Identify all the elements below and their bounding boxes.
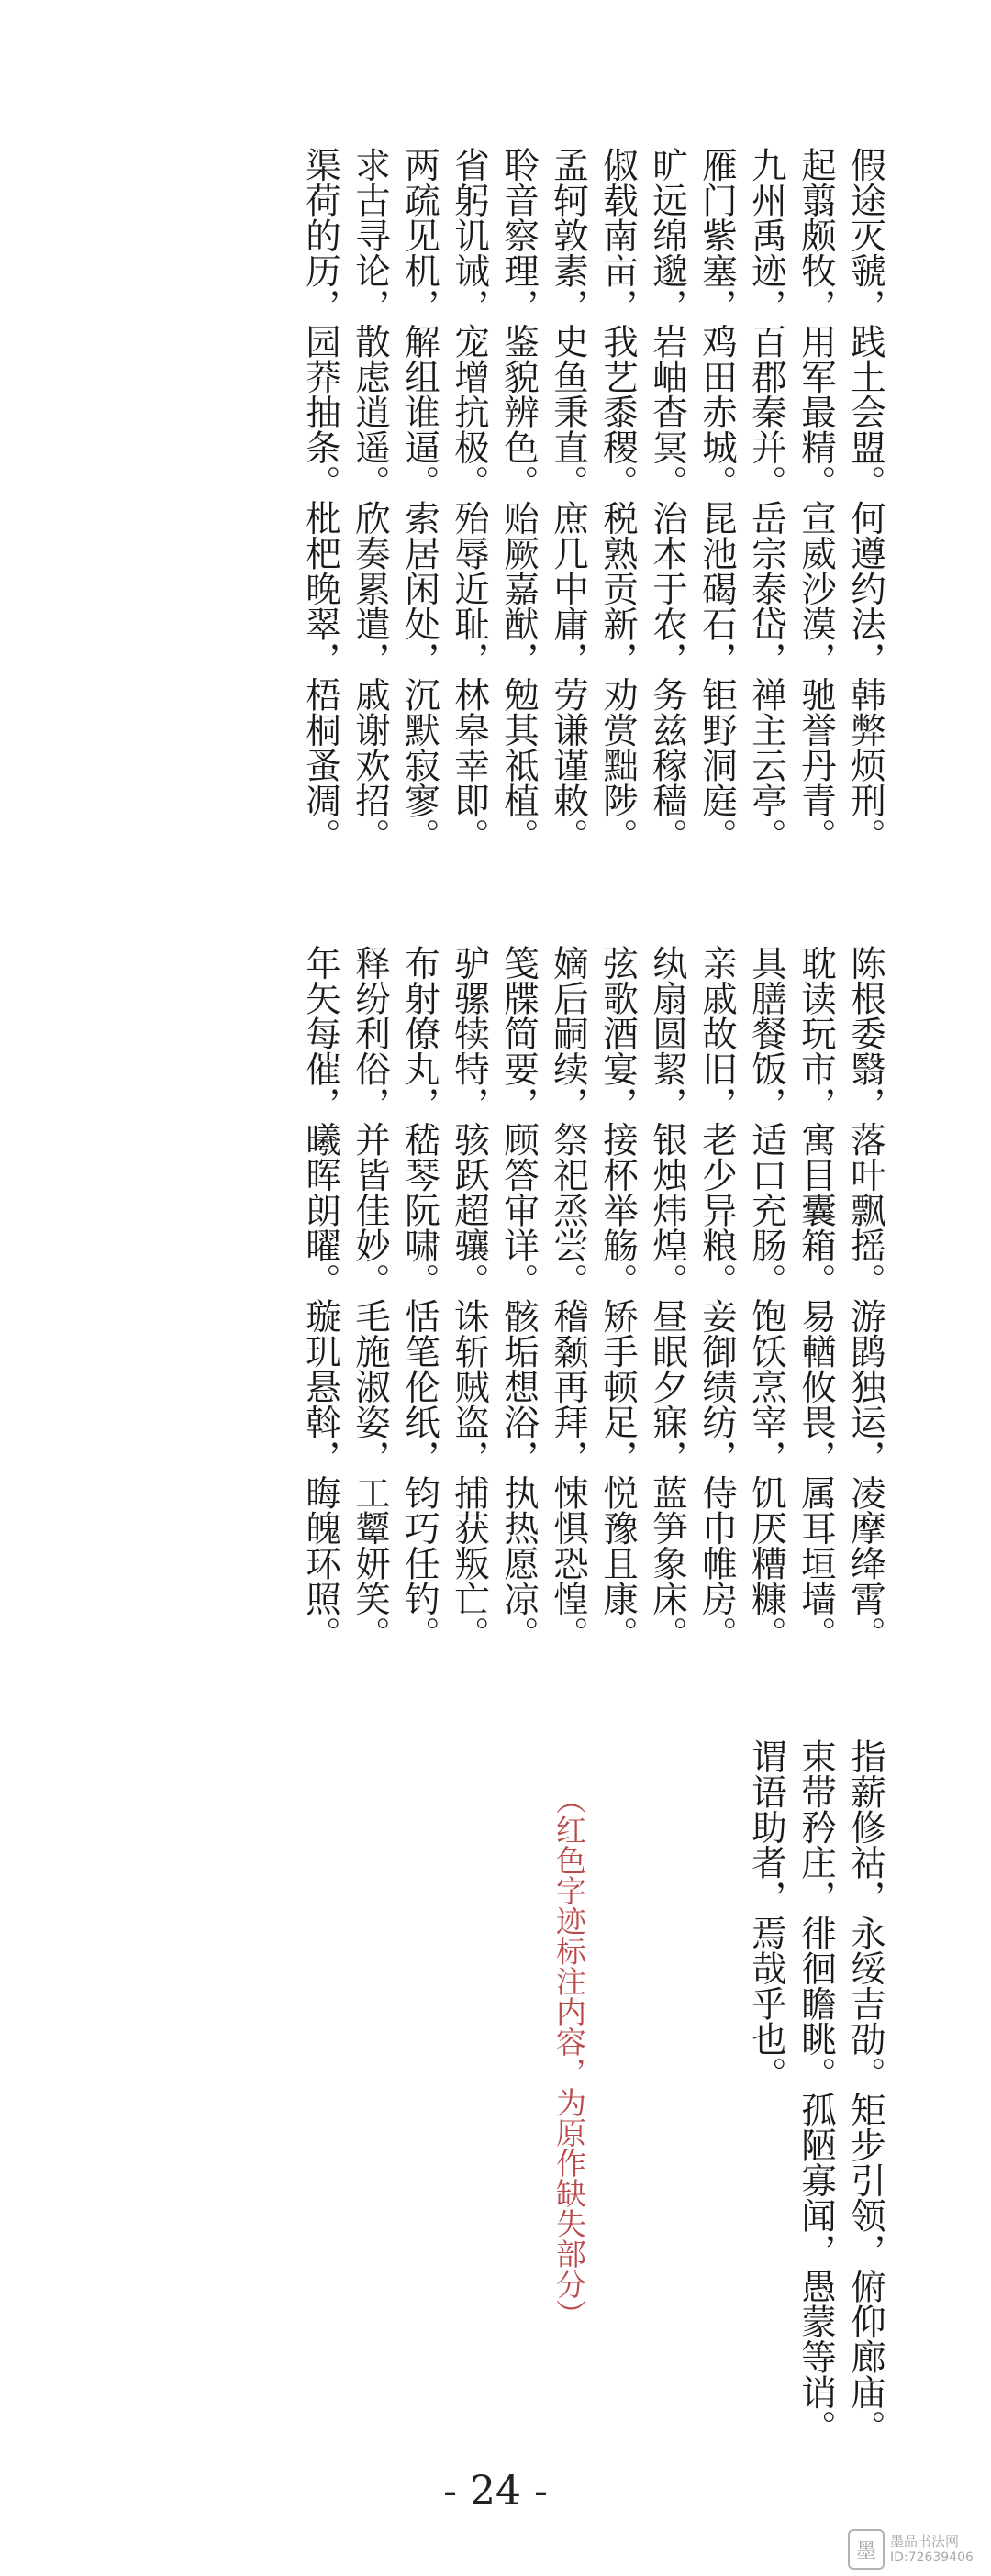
text-column: 束带矜庄，徘徊瞻眺。孤陋寡闻，愚蒙等诮。 xyxy=(796,1738,837,2445)
text-column: 省躬讥诫，宠增抗极。殆辱近耻，林皋幸即。 xyxy=(449,147,490,853)
text-column: 俶载南亩，我艺黍稷。税熟贡新，劝赏黜陟。 xyxy=(597,147,639,853)
text-column: 嫡后嗣续，祭祀烝尝。稽颡再拜，悚惧恐惶。 xyxy=(548,945,589,1651)
text-column: 谓语助者，焉哉乎也。 xyxy=(746,1738,787,2092)
text-column: 假途灭虢，践土会盟。何遵约法，韩弊烦刑。 xyxy=(845,147,886,853)
text-column: 旷远绵邈，岩岫杳冥。治本于农，务兹稼穑。 xyxy=(647,147,688,853)
text-block-1 xyxy=(295,147,890,853)
seal-logo-icon: 墨 xyxy=(848,2529,885,2570)
text-column: 驴骡犊特，骇跃超骧。诛斩贼盗，捕获叛亡。 xyxy=(449,945,490,1651)
text-column: 亲戚故旧，老少异粮。妾御绩纺，侍巾帷房。 xyxy=(696,945,738,1651)
text-column: 孟轲敦素，史鱼秉直。庶几中庸，劳谦谨敕。 xyxy=(548,147,589,853)
missing-part-note: （红色字迹标注内容，为原作缺失部分） xyxy=(551,1784,587,2329)
site-watermark xyxy=(848,2528,985,2570)
text-column: 布射僚丸，嵇琴阮啸。恬笔伦纸，钧巧任钓。 xyxy=(399,945,440,1651)
text-column: 陈根委翳，落叶飘摇。游鹍独运，凌摩绛霄。 xyxy=(845,945,886,1651)
text-column: 起翦颇牧，用军最精。宣威沙漠，驰誉丹青。 xyxy=(796,147,837,853)
page-number: - 24 - xyxy=(443,2468,548,2515)
watermark-site-name: 墨品书法网 xyxy=(890,2533,960,2549)
text-column: 求古寻论，散虑逍遥。欣奏累遣，戚谢欢招。 xyxy=(350,147,391,853)
text-block-2 xyxy=(295,945,890,1651)
text-column: 具膳餐饭，适口充肠。饱饫烹宰，饥厌糟糠。 xyxy=(746,945,787,1651)
text-column: 两疏见机，解组谁逼。索居闲处，沉默寂寥。 xyxy=(399,147,440,853)
text-column: 耽读玩市，寓目囊箱。易輶攸畏，属耳垣墙。 xyxy=(796,945,837,1651)
text-column: 笺牒简要，顾答审详。骸垢想浴，执热愿凉。 xyxy=(498,945,540,1651)
watermark-id: ID:72639406 xyxy=(890,2550,974,2565)
text-column: 渠荷的历，园莽抽条。枇杷晚翠，梧桐蚤凋。 xyxy=(300,147,341,853)
text-column: 雁门紫塞，鸡田赤城。昆池碣石，钜野洞庭。 xyxy=(696,147,738,853)
text-column: 纨扇圆絜，银烛炜煌。昼眠夕寐，蓝笋象床。 xyxy=(647,945,688,1651)
text-column: 弦歌酒宴，接杯举觞。矫手顿足，悦豫且康。 xyxy=(597,945,639,1651)
text-column: 释纷利俗，并皆佳妙。毛施淑姿，工颦妍笑。 xyxy=(350,945,391,1651)
text-column: 指薪修祜，永绥吉劭。矩步引领，俯仰廊庙。 xyxy=(845,1738,886,2445)
text-column: 聆音察理，鉴貌辨色。贻厥嘉猷，勉其祗植。 xyxy=(498,147,540,853)
watermark-text xyxy=(890,2533,974,2566)
text-block-3 xyxy=(741,1738,890,2445)
text-column: 年矢每催，曦晖朗曜。璇玑悬斡，晦魄环照。 xyxy=(300,945,341,1651)
text-column: 九州禹迹，百郡秦并。岳宗泰岱，禅主云亭。 xyxy=(746,147,787,853)
